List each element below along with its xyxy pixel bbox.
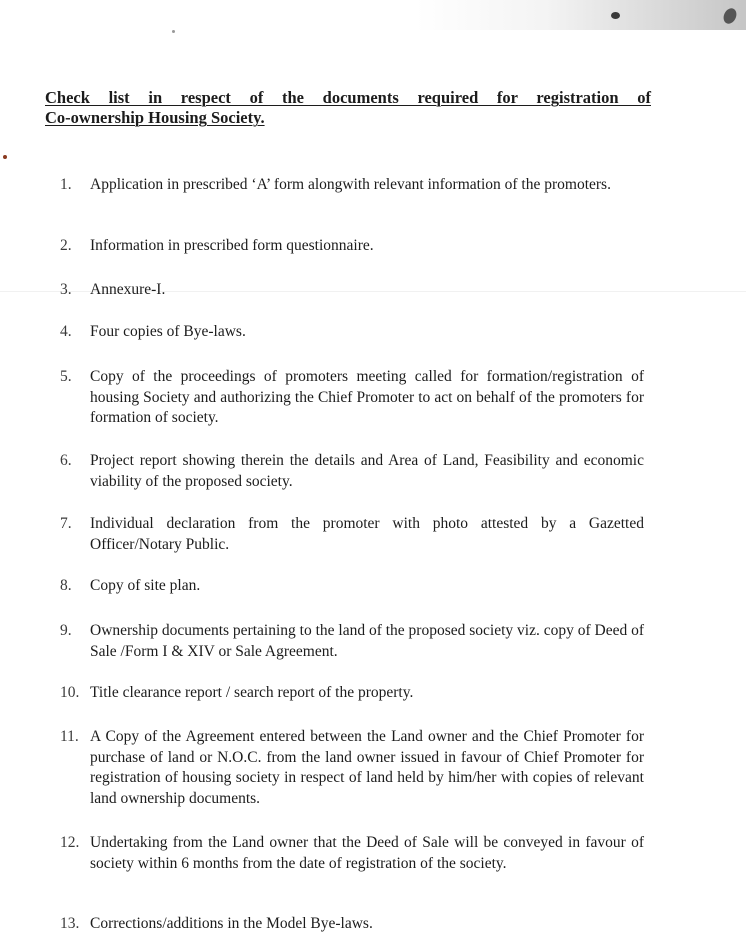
checklist-item — [60, 914, 644, 935]
item-number: 4. — [60, 323, 72, 340]
checklist-item — [60, 236, 644, 257]
item-text: Copy of the proceedings of promoters meeting called for formation/registration of housing Society and authorizing the Chief Promoter to act on behalf of the promoters for formation of society. — [90, 368, 644, 426]
item-text: Title clearance report / search report of the property. — [90, 684, 414, 701]
item-text: Undertaking from the Land owner that the Deed of Sale will be conveyed in favour of society within 6 months from the date of registration of the society. — [90, 834, 644, 872]
item-text: A Copy of the Agreement entered between the Land owner and the Chief Promoter for purchase of land or N.O.C. from the land owner issued in favour of Chief Promoter for registration of housing society in respect of land held by him/her with copies of relevant land ownership documents. — [90, 728, 644, 807]
item-text: Project report showing therein the details and Area of Land, Feasibility and economic viability of the proposed society. — [90, 452, 644, 490]
item-number: 2. — [60, 237, 72, 254]
title-line-1: Check list in respect of the documents required for registration of — [45, 88, 651, 107]
title-line-2: Co-ownership Housing Society. — [45, 108, 265, 127]
item-number: 9. — [60, 622, 72, 639]
checklist-item — [60, 683, 644, 704]
item-text: Application in prescribed ‘A’ form alongwith relevant information of the promoters. — [90, 176, 611, 193]
item-number: 13. — [60, 915, 80, 932]
item-number: 7. — [60, 515, 72, 532]
item-text: Information in prescribed form questionnaire. — [90, 237, 374, 254]
item-text: Ownership documents pertaining to the land of the proposed society viz. copy of Deed of Sale /Form I & XIV or Sale Agreement. — [90, 622, 644, 660]
item-number: 5. — [60, 368, 72, 385]
checklist-item — [60, 833, 644, 874]
item-number: 10. — [60, 684, 80, 701]
scan-speck — [172, 30, 175, 33]
item-number: 3. — [60, 281, 72, 298]
scan-speck — [3, 155, 7, 159]
item-number: 6. — [60, 452, 72, 469]
item-text: Four copies of Bye-laws. — [90, 323, 246, 340]
item-text: Corrections/additions in the Model Bye-laws. — [90, 915, 373, 932]
checklist-item — [60, 576, 644, 597]
checklist-item — [60, 280, 644, 301]
checklist-item — [60, 367, 644, 429]
item-number: 1. — [60, 176, 72, 193]
item-number: 11. — [60, 728, 79, 745]
item-text: Copy of site plan. — [90, 577, 201, 594]
scan-speck — [611, 12, 620, 19]
item-text: Annexure-I. — [90, 281, 166, 298]
item-text: Individual declaration from the promoter with photo attested by a Gazetted Officer/Notary Public. — [90, 515, 644, 553]
checklist-item — [60, 727, 644, 809]
checklist-item — [60, 621, 644, 662]
checklist-item — [60, 451, 644, 492]
document-title — [45, 88, 651, 128]
checklist-item — [60, 322, 644, 343]
scan-smudge — [416, 0, 746, 30]
checklist-item — [60, 514, 644, 555]
checklist-item — [60, 175, 644, 196]
item-number: 8. — [60, 577, 72, 594]
item-number: 12. — [60, 834, 80, 851]
